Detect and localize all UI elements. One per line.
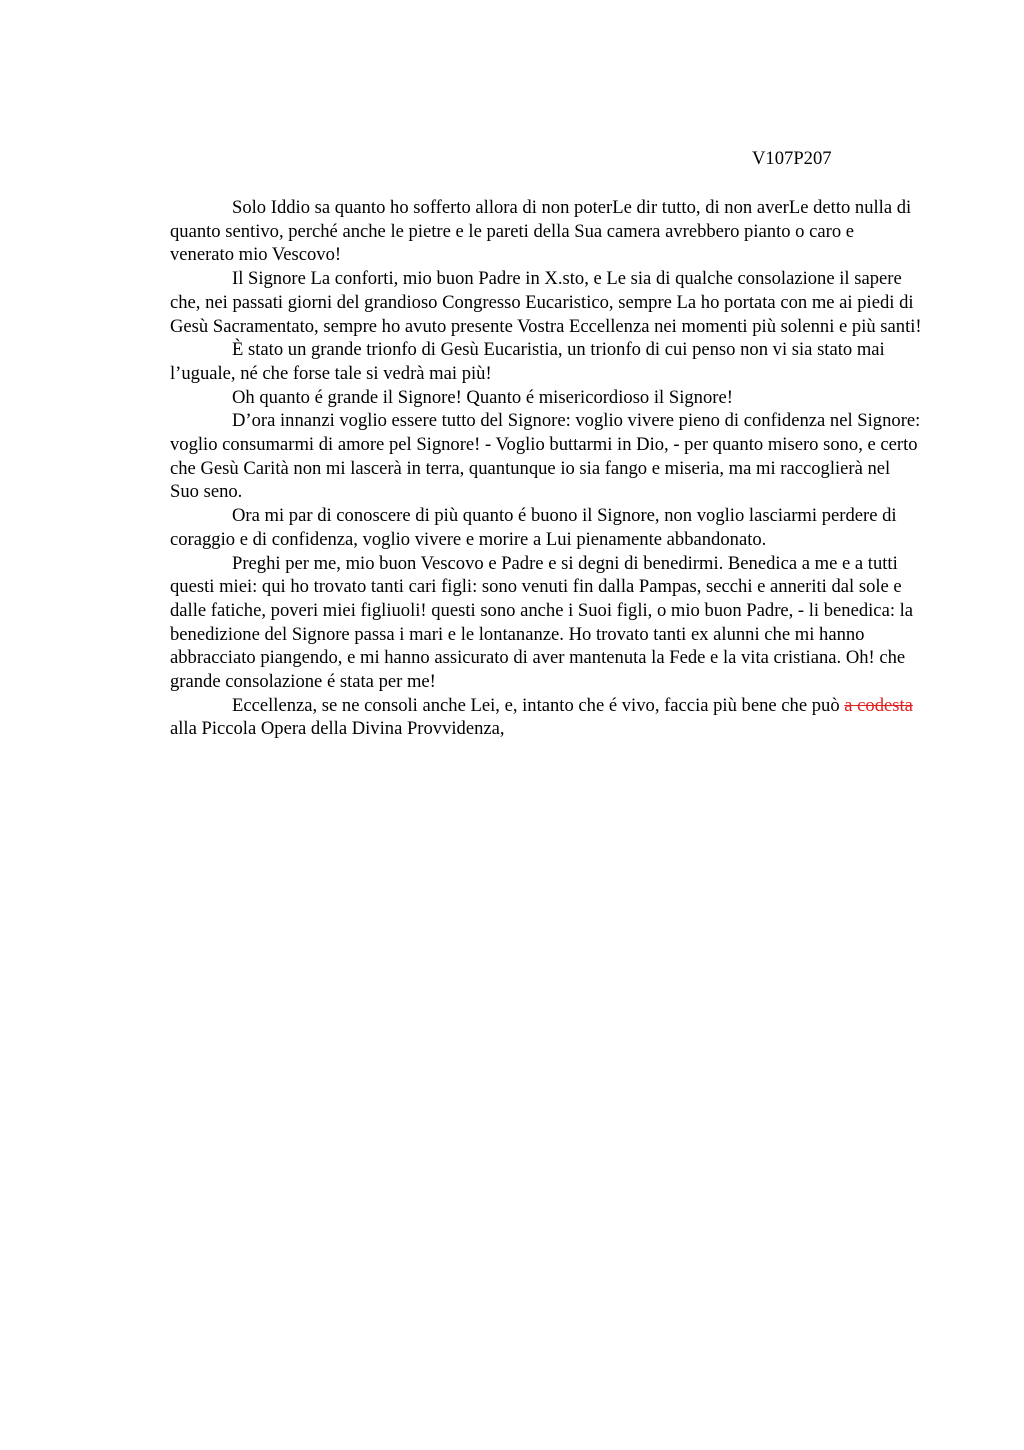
letter-body (170, 196, 922, 741)
paragraph: È stato un grande trionfo di Gesù Eucaristia, un trionfo di cui penso non vi sia stato mai l’uguale, né che forse tale si vedrà mai più! (170, 339, 885, 384)
paragraph: Oh quanto é grande il Signore! Quanto é misericordioso il Signore! (232, 386, 733, 408)
paragraph-last-before: Eccellenza, se ne consoli anche Lei, e, intanto che é vivo, faccia più bene che può (232, 694, 845, 716)
page-identifier: V107P207 (752, 148, 832, 169)
paragraph: Ora mi par di conoscere di più quanto é buono il Signore, non voglio lasciarmi perdere di coraggio e di confidenza, voglio vivere e morire a Lui pienamente abbandonato. (170, 505, 897, 550)
paragraph-last-after: alla Piccola Opera della Divina Provvidenza, (170, 718, 505, 740)
paragraph: Preghi per me, mio buon Vescovo e Padre e si degni di benedirmi. Benedica a me e a tutti questi miei: qui ho trovato tanti cari figli: sono venuti fin dalla Pampas, secchi e anneriti dal sole e dalle fatiche, poveri miei figliuoli! questi sono anche i Suoi figli, o mio buon Padre, - li benedica: la benedizione del Signore passa i mari e le lontananze. Ho trovato tanti ex alunni che mi hanno abbracciato piangendo, e mi hanno assicurato di aver mantenuta la Fede e la vita cristiana. Oh! che grande consolazione é stata per me! (170, 552, 914, 693)
paragraph: Il Signore La conforti, mio buon Padre in X.sto, e Le sia di qualche consolazione il sapere che, nei passati giorni del grandioso Congresso Eucaristico, sempre La ho portata con me ai piedi di Gesù Sacramentato, sempre ho avuto presente Vostra Eccellenza nei momenti più solenni e più santi! (170, 268, 922, 337)
paragraph: D’ora innanzi voglio essere tutto del Signore: voglio vivere pieno di confidenza nel Signore: voglio consumarmi di amore pel Signore! - Voglio buttarmi in Dio, - per quanto misero sono, e certo che Gesù Carità non mi lascerà in terra, quantunque io sia fango e miseria, ma mi raccoglierà nel Suo seno. (170, 410, 921, 503)
struck-text: a codesta (844, 694, 913, 716)
paragraph: Solo Iddio sa quanto ho sofferto allora di non poterLe dir tutto, di non averLe detto nulla di quanto sentivo, perché anche le pietre e le pareti della Sua camera avrebbero pianto o caro e venerato mio Vescovo! (170, 197, 912, 266)
paragraph-last (170, 694, 922, 741)
